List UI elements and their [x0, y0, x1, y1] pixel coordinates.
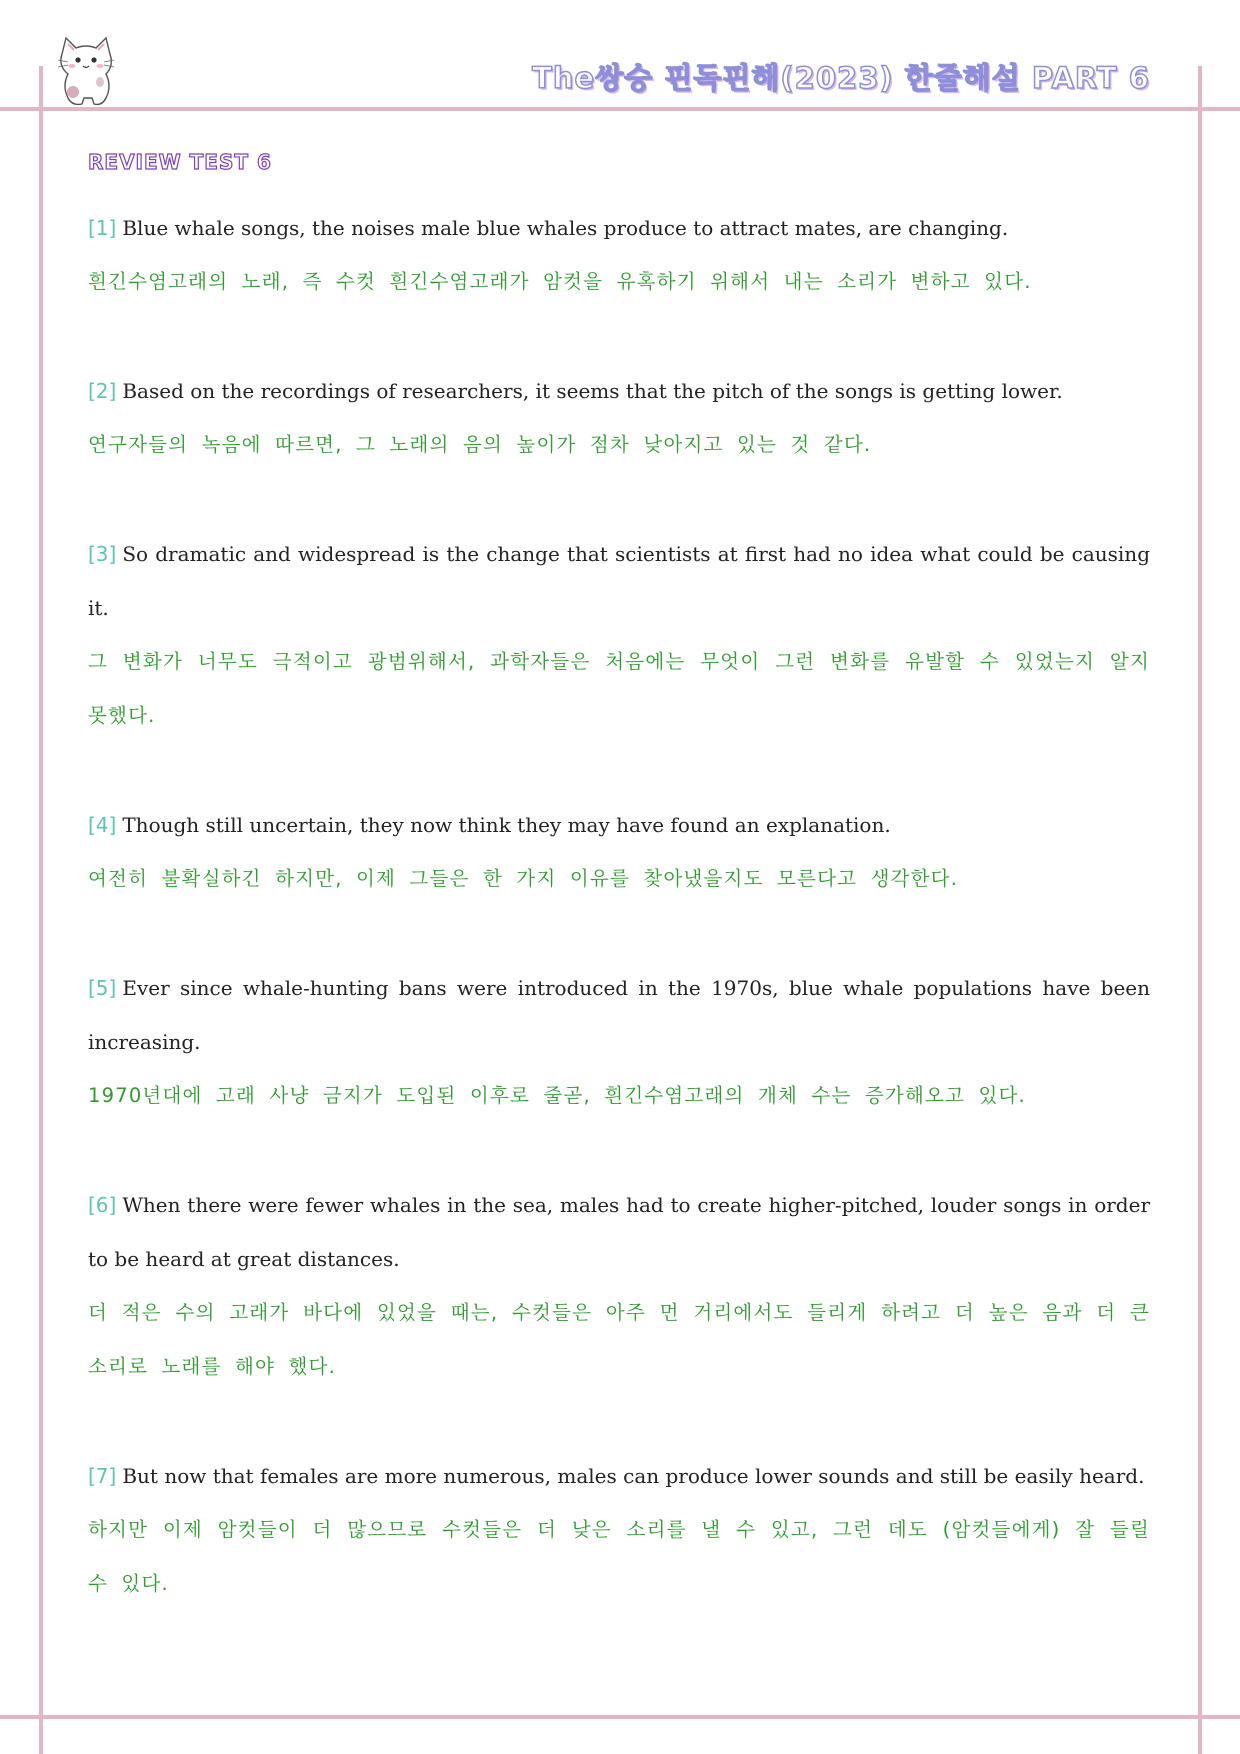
english-sentence: [88, 1449, 1150, 1503]
footer-divider: [0, 1715, 1240, 1719]
english-sentence: [88, 961, 1150, 1069]
sentence-item-3: [88, 527, 1150, 743]
english-sentence: [88, 527, 1150, 635]
english-text: Based on the recordings of researchers, it seems that the pitch of the songs is getting lower.: [122, 379, 1063, 403]
english-sentence: [88, 798, 1150, 852]
sentence-number: [3]: [88, 542, 117, 566]
header-title: The쌍승 핀독핀해(2023) 한줄해설 PART 6: [532, 61, 1150, 95]
korean-translation: 하지만 이제 암컷들이 더 많으므로 수컷들은 더 낮은 소리를 낼 수 있고, 그런 데도 (암컷들에게) 잘 들릴 수 있다.: [88, 1518, 1150, 1595]
sentence-number: [5]: [88, 976, 117, 1000]
sentence-item-5: [88, 961, 1150, 1123]
sentence-item-4: [88, 798, 1150, 906]
korean-translation: 흰긴수염고래의 노래, 즉 수컷 흰긴수염고래가 암컷을 유혹하기 위해서 내는 소리가 변하고 있다.: [88, 270, 1032, 293]
english-text: So dramatic and widespread is the change that scientists at first had no idea what could be causing it.: [88, 542, 1150, 620]
english-sentence: [88, 364, 1150, 418]
sentence-item-7: [88, 1449, 1150, 1611]
korean-translation: 연구자들의 녹음에 따르면, 그 노래의 음의 높이가 점차 낮아지고 있는 것 같다.: [88, 433, 872, 456]
english-text: Though still uncertain, they now think they may have found an explanation.: [122, 813, 891, 837]
english-text: When there were fewer whales in the sea, males had to create higher-pitched, louder songs in order to be heard at great distances.: [88, 1193, 1150, 1271]
sentence-number: [4]: [88, 813, 117, 837]
section-title: REVIEW TEST 6: [88, 150, 272, 174]
english-text: Ever since whale-hunting bans were introduced in the 1970s, blue whale populations have been increasing.: [88, 976, 1150, 1054]
sentence-number: [6]: [88, 1193, 117, 1217]
english-sentence: [88, 1178, 1150, 1286]
sentence-number: [2]: [88, 379, 117, 403]
sentence-number: [7]: [88, 1464, 117, 1488]
english-text: But now that females are more numerous, males can produce lower sounds and still be easily heard.: [122, 1464, 1145, 1488]
sentence-item-2: [88, 364, 1150, 472]
english-sentence: [88, 201, 1150, 255]
page-frame-right: [1198, 66, 1202, 1754]
cat-mascot-icon: [54, 32, 118, 108]
sentence-item-6: [88, 1178, 1150, 1394]
korean-translation: 1970년대에 고래 사냥 금지가 도입된 이후로 줄곧, 흰긴수염고래의 개체 수는 증가해오고 있다.: [88, 1084, 1026, 1107]
sentence-number: [1]: [88, 216, 117, 240]
header-divider: [0, 107, 1240, 111]
page-frame-left: [39, 66, 43, 1754]
sentence-item-1: [88, 201, 1150, 309]
korean-translation: 더 적은 수의 고래가 바다에 있었을 때는, 수컷들은 아주 먼 거리에서도 들리게 하려고 더 높은 음과 더 큰 소리로 노래를 해야 했다.: [88, 1301, 1150, 1378]
korean-translation: 그 변화가 너무도 극적이고 광범위해서, 과학자들은 처음에는 무엇이 그런 변화를 유발할 수 있었는지 알지 못했다.: [88, 650, 1150, 727]
sentence-list: [88, 201, 1150, 1666]
korean-translation: 여전히 불확실하긴 하지만, 이제 그들은 한 가지 이유를 찾아냈을지도 모른다고 생각한다.: [88, 867, 959, 890]
english-text: Blue whale songs, the noises male blue whales produce to attract mates, are changing.: [122, 216, 1009, 240]
